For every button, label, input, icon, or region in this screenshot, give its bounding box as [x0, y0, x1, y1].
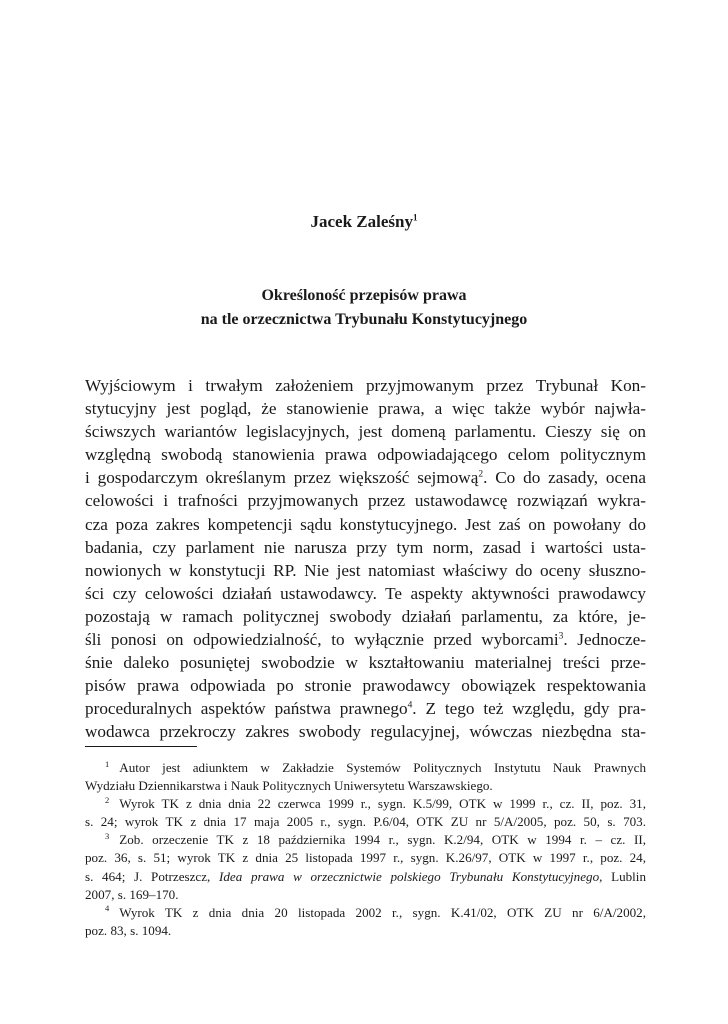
footnote-ref-4: 4	[407, 700, 413, 711]
body-line	[85, 466, 646, 489]
article-title	[0, 284, 728, 332]
body-line: badania, czy parlament nie narusza przy tym norm, zasad i wartości usta-	[85, 537, 646, 557]
footnote-ref-2: 2	[478, 469, 484, 480]
author-footnote-ref: 1	[412, 212, 418, 223]
footnote-4	[85, 904, 646, 922]
footnote-text: Wyrok TK z dnia dnia 22 czerwca 1999 r., sygn. K.5/99, OTK w 1999 r., cz. II, poz. 31,	[119, 796, 646, 812]
footnote-mark: 2	[105, 794, 110, 805]
body-line: cza poza zakres kompetencji sądu konstytucyjnego. Jest zaś on powołany do	[85, 514, 646, 534]
footnote-text: Wyrok TK z dnia dnia 20 listopada 2002 r., sygn. K.41/02, OTK ZU nr 6/A/2002,	[119, 904, 646, 920]
title-line-2: na tle orzecznictwa Trybunału Konstytucyjnego	[200, 311, 528, 328]
body-line	[85, 628, 646, 651]
footnote-line: Wydziału Dziennikarstwa i Nauk Politycznych Uniwersytetu Warszawskiego.	[85, 778, 493, 794]
author-name-text: Jacek Zaleśny	[310, 212, 413, 231]
body-line: pozostają w ramach politycznej swobody działań parlamentu, za które, je-	[85, 606, 646, 626]
footnote-line	[85, 868, 646, 886]
body-text-fragment: . Jednocze-	[563, 630, 646, 650]
footnote-ref-3: 3	[558, 631, 564, 642]
footnote-2	[85, 795, 646, 813]
body-line: pisów prawa odpowiada po stronie prawodawcy obowiązek respektowania	[85, 676, 646, 696]
footnote-text: , Lublin	[599, 868, 646, 884]
body-paragraph	[85, 374, 646, 744]
body-line: wodawca przekroczy zakres swobody regulacyjnej, wówczas niezbędna sta-	[85, 722, 646, 742]
title-line-1: Określoność przepisów prawa	[261, 287, 467, 304]
author-name	[0, 212, 728, 232]
body-text-fragment: . Z tego też względu, gdy pra-	[412, 699, 646, 719]
body-line: śnie daleko posuniętej swobodzie w kształtowaniu materialnej treści prze-	[85, 653, 646, 673]
body-line: ści czy celowości działań ustawodawcy. Te aspekty aktywności prawodawcy	[85, 583, 646, 603]
body-text-fragment: śli ponosi on odpowiedzialność, to wyłącznie przed wyborcami	[85, 630, 559, 650]
footnote-line: poz. 36, s. 51; wyrok TK z dnia 25 listopada 1997 r., sygn. K.26/97, OTK w 1997 r., poz. 24,	[85, 850, 646, 866]
body-line: celowości i trafności przyjmowanych przez ustawodawcę rozwiązań wykra-	[85, 491, 646, 511]
body-line: względną swobodą stanowienia prawa odpowiadającego celom politycznym	[85, 445, 646, 465]
footnote-line: s. 24; wyrok TK z dnia 17 maja 2005 r., sygn. P.6/04, OTK ZU nr 5/A/2005, poz. 50, s. 703.	[85, 814, 646, 830]
footnote-3	[85, 831, 646, 849]
footnote-line: poz. 83, s. 1094.	[85, 922, 172, 938]
body-line: Wyjściowym i trwałym założeniem przyjmowanym przez Trybunał Kon-	[85, 376, 646, 395]
body-text-fragment: . Co do zasady, ocena	[483, 468, 646, 488]
footnote-mark: 1	[105, 758, 110, 769]
footnote-separator	[85, 746, 197, 747]
body-line	[85, 697, 646, 720]
footnote-text: Autor jest adiunktem w Zakładzie Systemów Politycznych Instytutu Nauk Prawnych	[119, 760, 646, 775]
body-line: ściwszych wariantów legislacyjnych, jest domeną parlamentu. Cieszy się on	[85, 422, 646, 442]
footnote-mark: 3	[105, 831, 110, 842]
footnote-text: s. 464; J. Potrzeszcz,	[85, 868, 219, 884]
cited-book-title: Idea prawa w orzecznictwie polskiego Trybunału Konstytucyjnego	[219, 868, 600, 884]
footnotes	[85, 759, 646, 940]
body-text-fragment: i gospodarczym określanym przez większość sejmową	[85, 468, 479, 488]
body-line: nowionych w konstytucji RP. Nie jest natomiast właściwy do oceny słuszno-	[85, 560, 646, 580]
footnote-line: 2007, s. 169–170.	[85, 886, 179, 902]
footnote-1	[85, 759, 646, 777]
footnote-mark: 4	[105, 903, 110, 914]
body-text-fragment: proceduralnych aspektów państwa prawnego	[85, 699, 408, 719]
footnote-text: Zob. orzeczenie TK z 18 października 1994 r., sygn. K.2/94, OTK w 1994 r. – cz. II,	[119, 832, 646, 848]
body-line: stytucyjny jest pogląd, że stanowienie prawa, a więc także wybór najwła-	[85, 399, 646, 419]
